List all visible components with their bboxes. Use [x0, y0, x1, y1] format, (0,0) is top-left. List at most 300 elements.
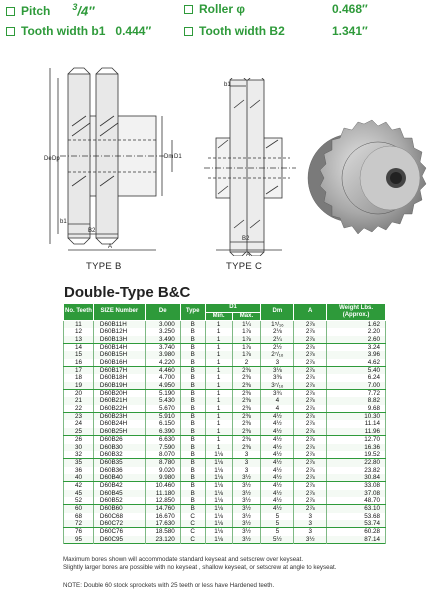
cell-dm: 4½: [261, 413, 294, 421]
dim-b1-c: b1: [224, 82, 231, 88]
tooth-b1-label: Tooth width b1: [21, 24, 106, 38]
cell-a: 2⅞: [294, 359, 327, 367]
cell-weight: 19.52: [327, 451, 386, 459]
cell-de: 7.590: [145, 444, 180, 451]
col-dm: Dm: [261, 304, 294, 321]
cell-teeth: 11: [64, 321, 94, 329]
cell-dm: 4½: [261, 497, 294, 505]
cell-teeth: 45: [64, 490, 94, 497]
cell-teeth: 35: [64, 459, 94, 467]
checkbox-square-icon: [6, 7, 15, 16]
note-line-2: Slightly larger bores are possible with no keyseat , shallow keyseat, or setscrew at angle to keyseat.: [63, 564, 337, 571]
cell-d1-max: 2⅜: [232, 444, 261, 451]
cell-weight: 30.84: [327, 474, 386, 482]
table-row: [64, 444, 386, 451]
cell-de: 3.000: [145, 321, 180, 329]
cell-de: 5.670: [145, 405, 180, 413]
checkbox-square-icon: [6, 27, 15, 36]
cell-size: D60C68: [93, 513, 145, 520]
cell-d1-min: 1: [205, 321, 232, 329]
cell-dm: 4½: [261, 436, 294, 444]
cell-d1-min: 1: [205, 420, 232, 427]
cell-size: D60B25H: [93, 428, 145, 436]
cell-weight: 5.40: [327, 367, 386, 375]
cell-teeth: 26: [64, 436, 94, 444]
col-d1-max: Max.: [232, 312, 261, 321]
cell-dm: 4½: [261, 444, 294, 451]
type-b-label: TYPE B: [86, 261, 122, 272]
cell-type: B: [180, 413, 205, 421]
cell-dm: 4½: [261, 482, 294, 490]
cell-teeth: 13: [64, 336, 94, 344]
cell-weight: 11.14: [327, 420, 386, 427]
cell-de: 5.910: [145, 413, 180, 421]
cell-d1-max: 3½: [232, 490, 261, 497]
pitch-label: Pitch: [21, 4, 51, 19]
cell-dm: 4½: [261, 474, 294, 482]
pitch-value: $^3$/4″: [72, 2, 95, 19]
tooth-b1-value: 0.444″: [115, 24, 152, 38]
spec-row-2: [6, 24, 442, 46]
cell-weight: 3.96: [327, 351, 386, 358]
cell-dm: 4: [261, 405, 294, 413]
cell-type: C: [180, 513, 205, 520]
cell-dm: 3⁷/₁₆: [261, 382, 294, 390]
cell-dm: 2⅛: [261, 328, 294, 335]
cell-type: C: [180, 536, 205, 544]
table-row: [64, 397, 386, 404]
cell-de: 4.950: [145, 382, 180, 390]
cell-teeth: 19: [64, 382, 94, 390]
cell-size: D60B26: [93, 436, 145, 444]
cell-de: 4.460: [145, 367, 180, 375]
cell-d1-min: 1: [205, 328, 232, 335]
cell-d1-min: 1⅛: [205, 505, 232, 513]
col-de: De: [145, 304, 180, 321]
table-row: [64, 490, 386, 497]
cell-teeth: 25: [64, 428, 94, 436]
dim-dp: Dp: [52, 156, 60, 162]
cell-a: 2⅞: [294, 351, 327, 358]
cell-size: D60B18H: [93, 374, 145, 381]
cell-type: B: [180, 428, 205, 436]
cell-a: 2⅞: [294, 344, 327, 352]
cell-size: D60B52: [93, 497, 145, 505]
dim-b2: B2: [88, 228, 96, 234]
cell-teeth: 22: [64, 405, 94, 413]
cell-d1-max: 3½: [232, 528, 261, 536]
cell-size: D60B13H: [93, 336, 145, 344]
cell-dm: 4½: [261, 420, 294, 427]
sprocket-table: [63, 303, 386, 544]
cell-teeth: 42: [64, 482, 94, 490]
table-row: [64, 467, 386, 474]
cell-d1-min: 1: [205, 359, 232, 367]
cell-weight: 9.68: [327, 405, 386, 413]
cell-d1-max: 1⅞: [232, 351, 261, 358]
notes: [63, 556, 443, 572]
cell-weight: 7.72: [327, 390, 386, 398]
pitch-unit: ″: [88, 3, 95, 19]
cell-dm: 5: [261, 528, 294, 536]
cell-teeth: 95: [64, 536, 94, 544]
cell-dm: 4½: [261, 428, 294, 436]
col-size: SIZE Number: [93, 304, 145, 321]
cell-size: D60B35: [93, 459, 145, 467]
cell-d1-max: 2: [232, 359, 261, 367]
cell-teeth: 40: [64, 474, 94, 482]
table-row: [64, 344, 386, 352]
cell-teeth: 36: [64, 467, 94, 474]
cell-d1-min: 1: [205, 405, 232, 413]
cell-de: 10.460: [145, 482, 180, 490]
table-row: [64, 359, 386, 367]
cell-de: 9.980: [145, 474, 180, 482]
cell-size: D60C76: [93, 528, 145, 536]
sprocket-photo: [306, 116, 444, 238]
cell-type: B: [180, 405, 205, 413]
cell-size: D60C72: [93, 520, 145, 528]
table-row: [64, 420, 386, 427]
cell-de: 18.580: [145, 528, 180, 536]
cell-teeth: 14: [64, 344, 94, 352]
roller-value: 0.468″: [332, 2, 368, 16]
cell-teeth: 32: [64, 451, 94, 459]
cell-dm: 4: [261, 397, 294, 404]
cell-d1-min: 1⅛: [205, 528, 232, 536]
col-teeth: No. Teeth: [64, 304, 94, 321]
cell-d1-min: 1: [205, 367, 232, 375]
cell-type: B: [180, 321, 205, 329]
cell-teeth: 60: [64, 505, 94, 513]
cell-d1-min: 1⅛: [205, 474, 232, 482]
cell-d1-min: 1: [205, 351, 232, 358]
cell-dm: 5½: [261, 536, 294, 544]
cell-de: 6.150: [145, 420, 180, 427]
cell-a: 3: [294, 520, 327, 528]
table-row: [64, 390, 386, 398]
cell-teeth: 16: [64, 359, 94, 367]
tooth-b1-spec: [6, 24, 151, 38]
type-b-drawing: [40, 66, 190, 256]
cell-weight: 53.74: [327, 520, 386, 528]
table-row: [64, 520, 386, 528]
cell-de: 11.180: [145, 490, 180, 497]
cell-size: D60B17H: [93, 367, 145, 375]
cell-type: B: [180, 382, 205, 390]
cell-type: B: [180, 490, 205, 497]
cell-type: B: [180, 505, 205, 513]
cell-teeth: 20: [64, 390, 94, 398]
cell-size: D60B12H: [93, 328, 145, 335]
cell-dm: 3: [261, 359, 294, 367]
cell-weight: 87.14: [327, 536, 386, 544]
cell-size: D60B24H: [93, 420, 145, 427]
type-c-drawing: [200, 78, 300, 256]
cell-d1-max: 2⅜: [232, 382, 261, 390]
cell-weight: 63.10: [327, 505, 386, 513]
cell-dm: 4½: [261, 467, 294, 474]
cell-size: D60B14H: [93, 344, 145, 352]
cell-de: 4.700: [145, 374, 180, 381]
dim-dm: Dm: [164, 154, 174, 160]
cell-d1-max: 2⅜: [232, 374, 261, 381]
cell-teeth: 21: [64, 397, 94, 404]
cell-d1-max: 2⅜: [232, 413, 261, 421]
cell-weight: 48.70: [327, 497, 386, 505]
cell-type: B: [180, 482, 205, 490]
cell-type: B: [180, 359, 205, 367]
cell-de: 3.490: [145, 336, 180, 344]
cell-size: D60B15H: [93, 351, 145, 358]
cell-de: 5.430: [145, 397, 180, 404]
pitch-spec: [6, 2, 94, 18]
cell-a: 2⅞: [294, 382, 327, 390]
dim-b1: b1: [60, 219, 67, 225]
cell-d1-max: 2⅜: [232, 390, 261, 398]
tooth-b2-label: Tooth width B2: [199, 24, 285, 38]
dim-de: De: [44, 156, 52, 162]
cell-de: 8.070: [145, 451, 180, 459]
cell-a: 2⅞: [294, 505, 327, 513]
cell-de: 8.780: [145, 459, 180, 467]
cell-weight: 6.24: [327, 374, 386, 381]
cell-size: D60B16H: [93, 359, 145, 367]
cell-d1-max: 1⅞: [232, 336, 261, 344]
cell-teeth: 15: [64, 351, 94, 358]
cell-d1-max: 2⅜: [232, 405, 261, 413]
table-row: [64, 459, 386, 467]
cell-d1-max: 3½: [232, 505, 261, 513]
cell-weight: 16.36: [327, 444, 386, 451]
cell-d1-min: 1: [205, 413, 232, 421]
cell-a: 2⅞: [294, 474, 327, 482]
cell-de: 3.980: [145, 351, 180, 358]
cell-type: B: [180, 420, 205, 427]
cell-type: B: [180, 474, 205, 482]
cell-size: D60B36: [93, 467, 145, 474]
cell-a: 2⅞: [294, 467, 327, 474]
cell-size: D60B40: [93, 474, 145, 482]
cell-size: D60B30: [93, 444, 145, 451]
table-row: [64, 513, 386, 520]
cell-d1-max: 3½: [232, 474, 261, 482]
dim-a-c: A: [246, 252, 251, 256]
cell-d1-min: 1: [205, 336, 232, 344]
cell-dm: 3⅜: [261, 374, 294, 381]
cell-d1-max: 2⅜: [232, 428, 261, 436]
cell-dm: 4½: [261, 505, 294, 513]
cell-d1-max: 3: [232, 459, 261, 467]
cell-a: 2⅞: [294, 490, 327, 497]
cell-weight: 53.68: [327, 513, 386, 520]
cell-weight: 37.08: [327, 490, 386, 497]
cell-weight: 11.96: [327, 428, 386, 436]
cell-teeth: 52: [64, 497, 94, 505]
cell-size: D60C95: [93, 536, 145, 544]
cell-d1-max: 3½: [232, 520, 261, 528]
cell-teeth: 24: [64, 420, 94, 427]
cell-d1-min: 1⅛: [205, 467, 232, 474]
cell-size: D60B32: [93, 451, 145, 459]
cell-a: 2⅞: [294, 444, 327, 451]
cell-a: 3: [294, 513, 327, 520]
cell-a: 2⅞: [294, 328, 327, 335]
cell-de: 16.670: [145, 513, 180, 520]
cell-a: 3½: [294, 536, 327, 544]
cell-size: D60B19H: [93, 382, 145, 390]
cell-a: 2⅞: [294, 405, 327, 413]
col-a: A: [294, 304, 327, 321]
cell-type: C: [180, 520, 205, 528]
cell-de: 23.120: [145, 536, 180, 544]
cell-d1-min: 1: [205, 397, 232, 404]
cell-weight: 23.82: [327, 467, 386, 474]
cell-weight: 4.62: [327, 359, 386, 367]
cell-de: 6.390: [145, 428, 180, 436]
cell-size: D60B60: [93, 505, 145, 513]
cell-a: 2⅞: [294, 436, 327, 444]
cell-a: 2⅞: [294, 459, 327, 467]
cell-size: D60B21H: [93, 397, 145, 404]
cell-d1-min: 1: [205, 444, 232, 451]
cell-a: 3: [294, 528, 327, 536]
table-row: [64, 328, 386, 335]
cell-size: D60B42: [93, 482, 145, 490]
cell-type: B: [180, 336, 205, 344]
cell-de: 9.020: [145, 467, 180, 474]
cell-d1-min: 1⅛: [205, 536, 232, 544]
cell-dm: 5: [261, 513, 294, 520]
cell-de: 12.850: [145, 497, 180, 505]
cell-weight: 22.80: [327, 459, 386, 467]
spec-header: [6, 2, 442, 46]
col-weight: Weight Lbs. (Approx.): [327, 304, 386, 321]
table-row: [64, 451, 386, 459]
cell-type: B: [180, 497, 205, 505]
cell-de: 17.630: [145, 520, 180, 528]
roller-spec: [184, 2, 245, 16]
table-row: [64, 374, 386, 381]
cell-teeth: 30: [64, 444, 94, 451]
cell-dm: 4½: [261, 459, 294, 467]
cell-d1-min: 1⅛: [205, 497, 232, 505]
cell-d1-min: 1: [205, 374, 232, 381]
cell-a: 2⅞: [294, 482, 327, 490]
cell-d1-min: 1⅛: [205, 513, 232, 520]
cell-d1-max: 2⅜: [232, 420, 261, 427]
col-type: Type: [180, 304, 205, 321]
cell-d1-max: 3½: [232, 497, 261, 505]
cell-teeth: 68: [64, 513, 94, 520]
cell-d1-max: 3: [232, 451, 261, 459]
cell-weight: 8.82: [327, 397, 386, 404]
type-c-label: TYPE C: [226, 261, 263, 272]
cell-weight: 7.00: [327, 382, 386, 390]
cell-de: 3.740: [145, 344, 180, 352]
pitch-numerator: 3: [72, 2, 78, 12]
cell-d1-max: 1⅞: [232, 328, 261, 335]
cell-dm: 2⁷/₁₆: [261, 351, 294, 358]
tooth-b2-value: 1.341″: [332, 24, 368, 38]
cell-a: 2⅞: [294, 336, 327, 344]
cell-d1-max: 1¼: [232, 321, 261, 329]
note-line-1: Maximum bores shown will accommodate standard keyseat and setscrew over keyseat.: [63, 556, 304, 563]
cell-d1-min: 1⅛: [205, 459, 232, 467]
cell-type: C: [180, 528, 205, 536]
cell-dm: 4½: [261, 451, 294, 459]
cell-d1-max: 2⅜: [232, 397, 261, 404]
table-row: [64, 382, 386, 390]
cell-teeth: 23: [64, 413, 94, 421]
cell-d1-min: 1: [205, 436, 232, 444]
cell-d1-min: 1: [205, 344, 232, 352]
cell-weight: 3.24: [327, 344, 386, 352]
cell-a: 2⅞: [294, 413, 327, 421]
cell-type: B: [180, 397, 205, 404]
checkbox-square-icon: [184, 5, 193, 14]
cell-d1-max: 2⅜: [232, 436, 261, 444]
cell-d1-min: 1⅛: [205, 520, 232, 528]
cell-d1-min: 1: [205, 428, 232, 436]
cell-dm: 3¾: [261, 390, 294, 398]
cell-size: D60B22H: [93, 405, 145, 413]
dim-d1: D1: [174, 154, 182, 160]
col-d1: D1: [205, 304, 261, 313]
table-row: [64, 367, 386, 375]
cell-type: B: [180, 367, 205, 375]
table-row: [64, 336, 386, 344]
cell-d1-min: 1⅛: [205, 451, 232, 459]
cell-teeth: 72: [64, 520, 94, 528]
cell-a: 2⅞: [294, 428, 327, 436]
cell-weight: 1.62: [327, 321, 386, 329]
table-row: [64, 351, 386, 358]
cell-teeth: 12: [64, 328, 94, 335]
cell-a: 2⅞: [294, 321, 327, 329]
cell-weight: 10.30: [327, 413, 386, 421]
cell-weight: 2.20: [327, 328, 386, 335]
cell-teeth: 76: [64, 528, 94, 536]
cell-d1-max: 3½: [232, 482, 261, 490]
cell-d1-max: 3: [232, 467, 261, 474]
cell-weight: 2.60: [327, 336, 386, 344]
cell-type: B: [180, 390, 205, 398]
cell-weight: 12.70: [327, 436, 386, 444]
cell-a: 2⅞: [294, 397, 327, 404]
table-row: [64, 321, 386, 329]
cell-dm: 3⅛: [261, 367, 294, 375]
dim-a: A: [108, 244, 113, 250]
cell-de: 3.250: [145, 328, 180, 335]
cell-type: B: [180, 351, 205, 358]
tooth-b2-spec: [184, 24, 285, 38]
cell-dm: 2½: [261, 344, 294, 352]
table-row: [64, 497, 386, 505]
cell-d1-max: 3½: [232, 513, 261, 520]
cell-d1-min: 1: [205, 382, 232, 390]
table-row: [64, 428, 386, 436]
cell-de: 14.760: [145, 505, 180, 513]
cell-d1-max: 2⅜: [232, 367, 261, 375]
cell-dm: 1⁵/₁₆: [261, 321, 294, 329]
note-line-3: NOTE: Double 60 stock sprockets with 25 teeth or less have Hardened teeth.: [63, 582, 275, 589]
cell-a: 2⅞: [294, 451, 327, 459]
cell-size: D60B11H: [93, 321, 145, 329]
spec-row-1: [6, 2, 442, 24]
cell-type: B: [180, 374, 205, 381]
cell-type: B: [180, 444, 205, 451]
